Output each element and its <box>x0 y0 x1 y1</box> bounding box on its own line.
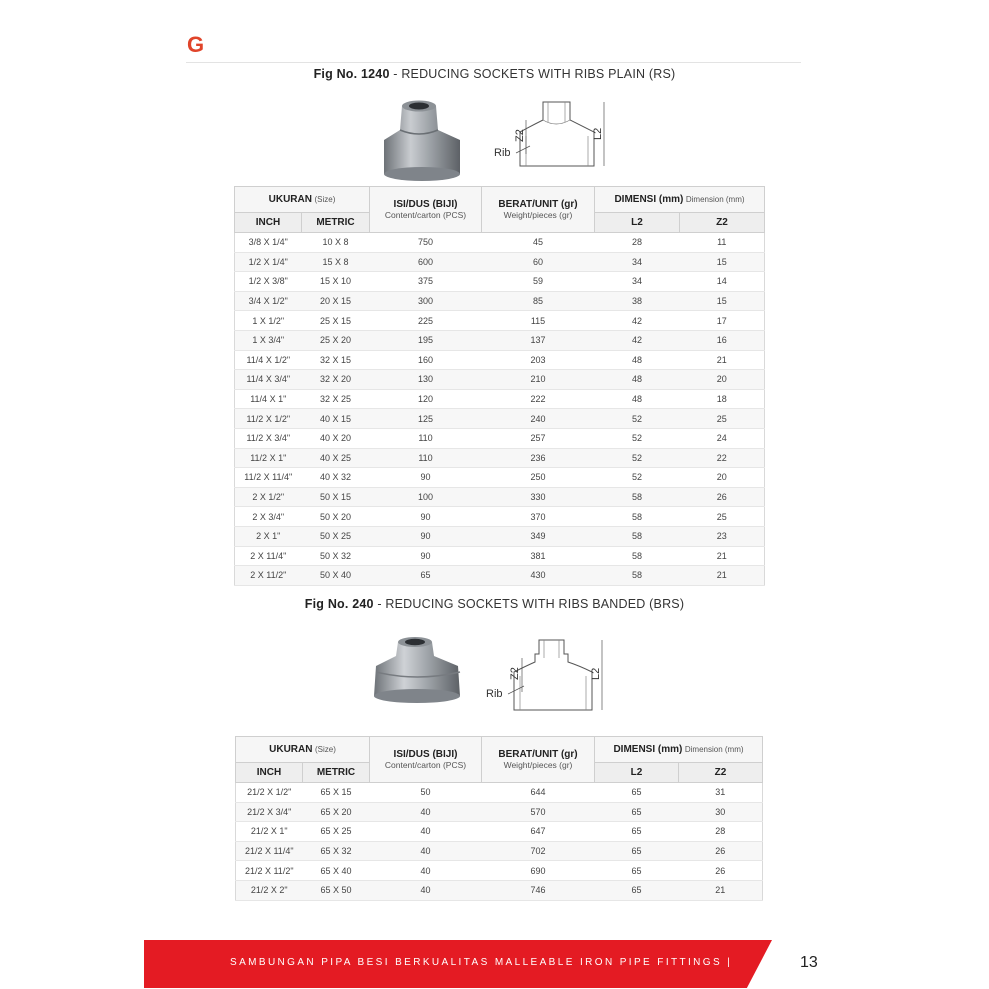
cell-content: 40 <box>370 841 482 861</box>
header-z2: Z2 <box>680 213 765 233</box>
cell-inch: 2 X 11/4" <box>235 546 302 566</box>
cell-z2: 21 <box>680 546 765 566</box>
cell-l2: 58 <box>595 507 680 527</box>
cell-metric: 25 X 15 <box>302 311 370 331</box>
cell-l2: 65 <box>595 822 679 842</box>
cell-l2: 52 <box>595 468 680 488</box>
spec-table-rs-body <box>235 233 765 586</box>
cell-weight: 430 <box>482 566 595 586</box>
spec-table-rs <box>234 186 765 586</box>
cell-content: 90 <box>370 468 482 488</box>
cell-weight: 210 <box>482 370 595 390</box>
cell-content: 40 <box>370 880 482 900</box>
cell-metric: 50 X 25 <box>302 526 370 546</box>
table-row <box>235 291 765 311</box>
cell-l2: 34 <box>595 272 680 292</box>
cell-inch: 3/4 X 1/2" <box>235 291 302 311</box>
cell-l2: 52 <box>595 428 680 448</box>
cell-inch: 21/2 X 11/2" <box>236 861 303 881</box>
cell-inch: 21/2 X 2" <box>236 880 303 900</box>
cell-inch: 1/2 X 3/8" <box>235 272 302 292</box>
cell-metric: 32 X 20 <box>302 370 370 390</box>
cell-inch: 21/2 X 1/2" <box>236 783 303 803</box>
cell-weight: 250 <box>482 468 595 488</box>
cell-inch: 11/4 X 1/2" <box>235 350 302 370</box>
cell-metric: 65 X 50 <box>303 880 370 900</box>
table-row <box>235 546 765 566</box>
cell-l2: 65 <box>595 783 679 803</box>
cell-content: 90 <box>370 507 482 527</box>
cell-inch: 11/2 X 1" <box>235 448 302 468</box>
cell-z2: 28 <box>679 822 763 842</box>
cell-inch: 2 X 3/4" <box>235 507 302 527</box>
cell-l2: 58 <box>595 546 680 566</box>
cell-metric: 40 X 32 <box>302 468 370 488</box>
table-row <box>236 802 763 822</box>
cell-z2: 26 <box>679 841 763 861</box>
cell-weight: 349 <box>482 526 595 546</box>
table-row <box>235 409 765 429</box>
cell-z2: 15 <box>680 252 765 272</box>
cell-inch: 2 X 11/2" <box>235 566 302 586</box>
cell-metric: 40 X 25 <box>302 448 370 468</box>
cell-inch: 1/2 X 1/4" <box>235 252 302 272</box>
header-dimensi: DIMENSI (mm) Dimension (mm) <box>595 737 763 763</box>
cell-content: 375 <box>370 272 482 292</box>
cell-metric: 40 X 15 <box>302 409 370 429</box>
cell-content: 50 <box>370 783 482 803</box>
cell-content: 100 <box>370 487 482 507</box>
cell-z2: 26 <box>680 487 765 507</box>
table-row <box>235 448 765 468</box>
table-row <box>236 841 763 861</box>
table-row <box>235 428 765 448</box>
cell-inch: 11/4 X 3/4" <box>235 370 302 390</box>
header-l2: L2 <box>595 763 679 783</box>
cell-weight: 702 <box>482 841 595 861</box>
cell-weight: 85 <box>482 291 595 311</box>
cell-z2: 31 <box>679 783 763 803</box>
cell-metric: 50 X 20 <box>302 507 370 527</box>
cell-weight: 203 <box>482 350 595 370</box>
cell-inch: 11/2 X 3/4" <box>235 428 302 448</box>
cell-z2: 18 <box>680 389 765 409</box>
svg-text:Rib: Rib <box>486 688 503 700</box>
cell-metric: 65 X 40 <box>303 861 370 881</box>
header-ukuran: UKURAN (Size) <box>235 187 370 213</box>
cell-metric: 65 X 15 <box>303 783 370 803</box>
cell-l2: 58 <box>595 487 680 507</box>
cell-z2: 26 <box>679 861 763 881</box>
cell-z2: 16 <box>680 330 765 350</box>
cell-z2: 14 <box>680 272 765 292</box>
cell-content: 120 <box>370 389 482 409</box>
cell-inch: 3/8 X 1/4" <box>235 233 302 253</box>
cell-content: 195 <box>370 330 482 350</box>
cell-z2: 20 <box>680 370 765 390</box>
header-divider <box>186 62 801 63</box>
svg-text:Z2: Z2 <box>514 129 526 142</box>
table-row <box>235 566 765 586</box>
table-row <box>236 861 763 881</box>
cell-inch: 11/4 X 1" <box>235 389 302 409</box>
cell-metric: 50 X 32 <box>302 546 370 566</box>
header-isi: ISI/DUS (BIJI) Content/carton (PCS) <box>370 737 482 783</box>
cell-z2: 22 <box>680 448 765 468</box>
cell-metric: 25 X 20 <box>302 330 370 350</box>
cell-z2: 21 <box>679 880 763 900</box>
table-row <box>235 233 765 253</box>
cell-l2: 58 <box>595 526 680 546</box>
table-row <box>236 822 763 842</box>
table-row <box>235 389 765 409</box>
header-metric: METRIC <box>303 763 370 783</box>
table-row <box>235 526 765 546</box>
cell-inch: 1 X 3/4" <box>235 330 302 350</box>
cell-weight: 330 <box>482 487 595 507</box>
cell-content: 110 <box>370 428 482 448</box>
svg-text:Z2: Z2 <box>509 667 521 680</box>
cell-l2: 52 <box>595 448 680 468</box>
cell-inch: 21/2 X 3/4" <box>236 802 303 822</box>
table-row <box>235 330 765 350</box>
cell-weight: 59 <box>482 272 595 292</box>
cell-content: 225 <box>370 311 482 331</box>
cell-weight: 746 <box>482 880 595 900</box>
cell-metric: 40 X 20 <box>302 428 370 448</box>
header-berat: BERAT/UNIT (gr) Weight/pieces (gr) <box>482 737 595 783</box>
cell-content: 90 <box>370 526 482 546</box>
cell-metric: 50 X 15 <box>302 487 370 507</box>
cell-weight: 240 <box>482 409 595 429</box>
cell-weight: 137 <box>482 330 595 350</box>
section1-title: Fig No. 1240 - REDUCING SOCKETS WITH RIBS PLAIN (RS) <box>313 67 676 81</box>
cell-z2: 23 <box>680 526 765 546</box>
cell-z2: 11 <box>680 233 765 253</box>
cell-l2: 42 <box>595 330 680 350</box>
table-row <box>235 252 765 272</box>
brand-logo <box>186 32 210 56</box>
spec-table-brs-body <box>236 783 763 901</box>
table-row <box>235 311 765 331</box>
svg-text:L2: L2 <box>590 667 602 680</box>
header-berat: BERAT/UNIT (gr) Weight/pieces (gr) <box>482 187 595 233</box>
cell-l2: 42 <box>595 311 680 331</box>
cell-weight: 381 <box>482 546 595 566</box>
table-row <box>235 468 765 488</box>
table-row <box>235 350 765 370</box>
cell-l2: 65 <box>595 880 679 900</box>
cell-weight: 257 <box>482 428 595 448</box>
table-row <box>235 507 765 527</box>
cell-z2: 20 <box>680 468 765 488</box>
cell-l2: 65 <box>595 841 679 861</box>
cell-metric: 32 X 15 <box>302 350 370 370</box>
cell-content: 90 <box>370 546 482 566</box>
cell-metric: 65 X 25 <box>303 822 370 842</box>
cell-l2: 28 <box>595 233 680 253</box>
cell-content: 110 <box>370 448 482 468</box>
cell-metric: 15 X 10 <box>302 272 370 292</box>
cell-inch: 21/2 X 1" <box>236 822 303 842</box>
svg-text:Rib: Rib <box>494 147 511 159</box>
cell-inch: 2 X 1/2" <box>235 487 302 507</box>
cell-content: 40 <box>370 861 482 881</box>
header-z2: Z2 <box>679 763 763 783</box>
cell-weight: 370 <box>482 507 595 527</box>
cell-content: 750 <box>370 233 482 253</box>
cell-z2: 21 <box>680 350 765 370</box>
cell-l2: 38 <box>595 291 680 311</box>
cell-weight: 570 <box>482 802 595 822</box>
cell-z2: 24 <box>680 428 765 448</box>
cell-weight: 236 <box>482 448 595 468</box>
cell-z2: 17 <box>680 311 765 331</box>
cell-content: 125 <box>370 409 482 429</box>
header-ukuran: UKURAN (Size) <box>236 737 370 763</box>
footer-tagline: SAMBUNGAN PIPA BESI BERKUALITAS MALLEABLE IRON PIPE FITTINGS | <box>230 957 733 968</box>
cell-metric: 20 X 15 <box>302 291 370 311</box>
cell-content: 600 <box>370 252 482 272</box>
svg-text:L2: L2 <box>592 127 604 140</box>
header-l2: L2 <box>595 213 680 233</box>
table-row <box>235 487 765 507</box>
table-row <box>235 370 765 390</box>
cell-l2: 52 <box>595 409 680 429</box>
cell-inch: 11/2 X 1/2" <box>235 409 302 429</box>
page-number: 13 <box>800 954 818 971</box>
reducing-socket-plain-photo <box>378 92 468 188</box>
spec-table-brs <box>235 736 763 901</box>
cell-content: 40 <box>370 802 482 822</box>
cell-weight: 60 <box>482 252 595 272</box>
cell-content: 40 <box>370 822 482 842</box>
cell-inch: 11/2 X 11/4" <box>235 468 302 488</box>
cell-weight: 45 <box>482 233 595 253</box>
cell-metric: 65 X 20 <box>303 802 370 822</box>
cell-weight: 222 <box>482 389 595 409</box>
cell-z2: 25 <box>680 409 765 429</box>
cell-l2: 34 <box>595 252 680 272</box>
cell-l2: 58 <box>595 566 680 586</box>
cell-z2: 21 <box>680 566 765 586</box>
cell-content: 300 <box>370 291 482 311</box>
reducing-socket-banded-drawing <box>484 636 624 716</box>
cell-content: 130 <box>370 370 482 390</box>
cell-content: 65 <box>370 566 482 586</box>
header-inch: INCH <box>235 213 302 233</box>
cell-metric: 65 X 32 <box>303 841 370 861</box>
header-isi: ISI/DUS (BIJI) Content/carton (PCS) <box>370 187 482 233</box>
header-inch: INCH <box>236 763 303 783</box>
cell-z2: 25 <box>680 507 765 527</box>
cell-l2: 65 <box>595 802 679 822</box>
table-row <box>236 783 763 803</box>
cell-l2: 65 <box>595 861 679 881</box>
cell-z2: 30 <box>679 802 763 822</box>
cell-inch: 21/2 X 11/4" <box>236 841 303 861</box>
cell-weight: 647 <box>482 822 595 842</box>
reducing-socket-plain-drawing <box>490 96 630 176</box>
cell-metric: 10 X 8 <box>302 233 370 253</box>
section2-title: Fig No. 240 - REDUCING SOCKETS WITH RIBS BANDED (BRS) <box>304 597 685 611</box>
header-metric: METRIC <box>302 213 370 233</box>
cell-metric: 15 X 8 <box>302 252 370 272</box>
cell-content: 160 <box>370 350 482 370</box>
cell-l2: 48 <box>595 389 680 409</box>
table-row <box>235 272 765 292</box>
cell-l2: 48 <box>595 370 680 390</box>
cell-inch: 1 X 1/2" <box>235 311 302 331</box>
cell-metric: 50 X 40 <box>302 566 370 586</box>
cell-inch: 2 X 1" <box>235 526 302 546</box>
table-row <box>236 880 763 900</box>
cell-weight: 644 <box>482 783 595 803</box>
cell-l2: 48 <box>595 350 680 370</box>
cell-weight: 690 <box>482 861 595 881</box>
header-dimensi: DIMENSI (mm) Dimension (mm) <box>595 187 765 213</box>
svg-text:G: G <box>187 32 205 56</box>
cell-weight: 115 <box>482 311 595 331</box>
reducing-socket-banded-photo <box>370 632 465 712</box>
cell-metric: 32 X 25 <box>302 389 370 409</box>
cell-z2: 15 <box>680 291 765 311</box>
